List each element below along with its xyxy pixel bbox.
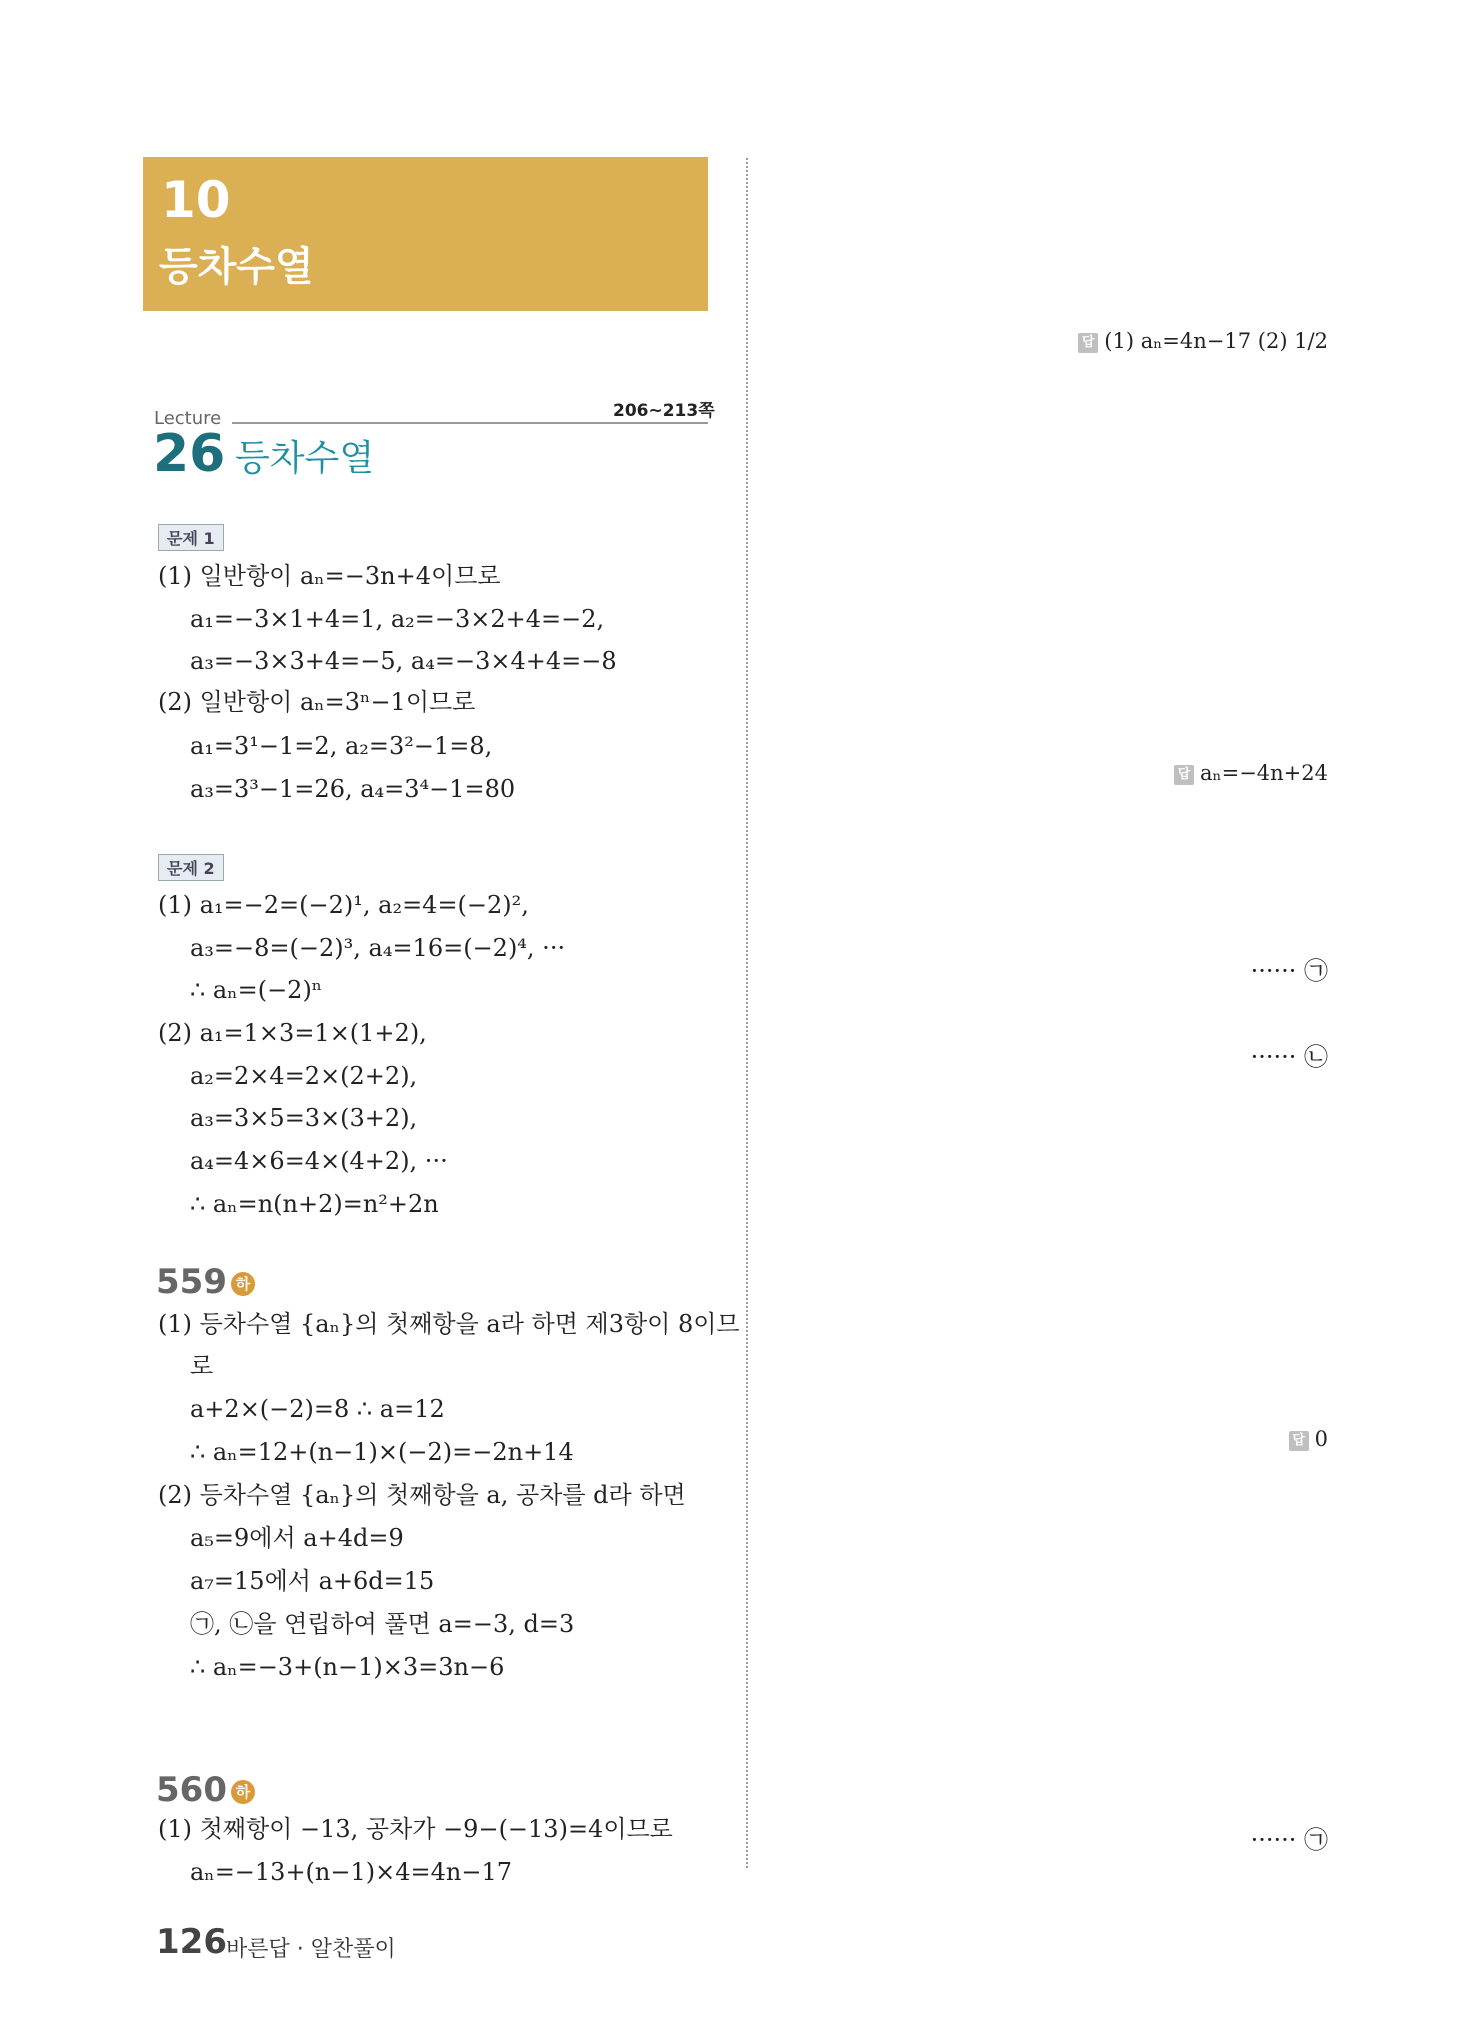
equation-marker: ······ ㉠: [1250, 1826, 1328, 1854]
problem-number-text: 560: [156, 1770, 227, 1810]
solution-line: ∴ aₙ=−3+(n−1)×3=3n−6: [190, 1653, 505, 1681]
solution-line: a₃=3×5=3×(3+2),: [190, 1104, 418, 1132]
chapter-header: [143, 157, 708, 311]
footer-title: 바른답 · 알찬풀이: [226, 1937, 396, 1962]
lecture-rule: [232, 422, 708, 424]
chapter-title: 등차수열: [159, 244, 314, 290]
lecture-number: 26: [153, 424, 226, 484]
lecture-label: Lecture: [154, 408, 222, 429]
chapter-number: 10: [161, 171, 231, 229]
solution-line: a₅=9에서 a+4d=9: [190, 1524, 404, 1552]
solution-line: (1) 일반항이 aₙ=−3n+4이므로: [158, 562, 501, 590]
solution-line: a₃=−8=(−2)³, a₄=16=(−2)⁴, ···: [190, 934, 566, 962]
problem-number-text: 559: [156, 1262, 227, 1302]
answer-icon: 답: [1174, 765, 1194, 785]
solution-line: ∴ aₙ=(−2)ⁿ: [190, 976, 323, 1004]
lecture-title: 등차수열: [235, 438, 375, 479]
answer-line: [1174, 757, 1328, 789]
solution-line: (2) a₁=1×3=1×(1+2),: [158, 1019, 427, 1047]
solution-line: a₃=3³−1=26, a₄=3⁴−1=80: [190, 775, 516, 803]
solution-line: a₄=4×6=4×(4+2), ···: [190, 1147, 448, 1175]
equation-marker: ······ ㉠: [1250, 957, 1328, 985]
problem-tag: 문제 1: [158, 524, 224, 551]
page-number: 126: [156, 1922, 227, 1962]
difficulty-badge: 하: [231, 1272, 255, 1296]
difficulty-badge: 하: [231, 1780, 255, 1804]
solution-line: a₂=2×4=2×(2+2),: [190, 1062, 418, 1090]
answer-text: 0: [1314, 1427, 1328, 1451]
answer-text: aₙ=−4n+24: [1200, 761, 1328, 785]
solution-line: 로: [190, 1352, 214, 1380]
answer-icon: 답: [1078, 333, 1098, 353]
solution-line: (1) a₁=−2=(−2)¹, a₂=4=(−2)²,: [158, 891, 529, 919]
solution-line: ∴ aₙ=n(n+2)=n²+2n: [190, 1190, 439, 1218]
solution-line: (2) 일반항이 aₙ=3ⁿ−1이므로: [158, 688, 476, 716]
problem-number: [156, 1262, 255, 1302]
answer-icon: 답: [1289, 1431, 1309, 1451]
equation-marker: ······ ㉡: [1250, 1043, 1328, 1071]
solution-line: a+2×(−2)=8 ∴ a=12: [190, 1395, 445, 1423]
solution-line: (1) 첫째항이 −13, 공차가 −9−(−13)=4이므로: [158, 1815, 673, 1843]
solution-line: (2) 등차수열 {aₙ}의 첫째항을 a, 공차를 d라 하면: [158, 1481, 686, 1509]
solution-line: ㉠, ㉡을 연립하여 풀면 a=−3, d=3: [190, 1610, 575, 1638]
lecture-pages: 206~213쪽: [613, 401, 715, 421]
solution-line: a₇=15에서 a+6d=15: [190, 1567, 435, 1595]
answer-line: [1078, 325, 1328, 357]
solution-line: ∴ aₙ=12+(n−1)×(−2)=−2n+14: [190, 1438, 574, 1466]
column-divider: [746, 158, 748, 1868]
answer-text: (1) aₙ=4n−17 (2) 1/2: [1104, 329, 1328, 353]
solution-line: (1) 등차수열 {aₙ}의 첫째항을 a라 하면 제3항이 8이므: [158, 1310, 740, 1338]
solution-line: a₁=−3×1+4=1, a₂=−3×2+4=−2,: [190, 605, 605, 633]
answer-line: [1289, 1423, 1328, 1455]
problem-tag: 문제 2: [158, 854, 224, 881]
problem-number: [156, 1770, 255, 1810]
solution-line: aₙ=−13+(n−1)×4=4n−17: [190, 1858, 512, 1886]
solution-line: a₁=3¹−1=2, a₂=3²−1=8,: [190, 732, 493, 760]
solution-line: a₃=−3×3+4=−5, a₄=−3×4+4=−8: [190, 647, 617, 675]
